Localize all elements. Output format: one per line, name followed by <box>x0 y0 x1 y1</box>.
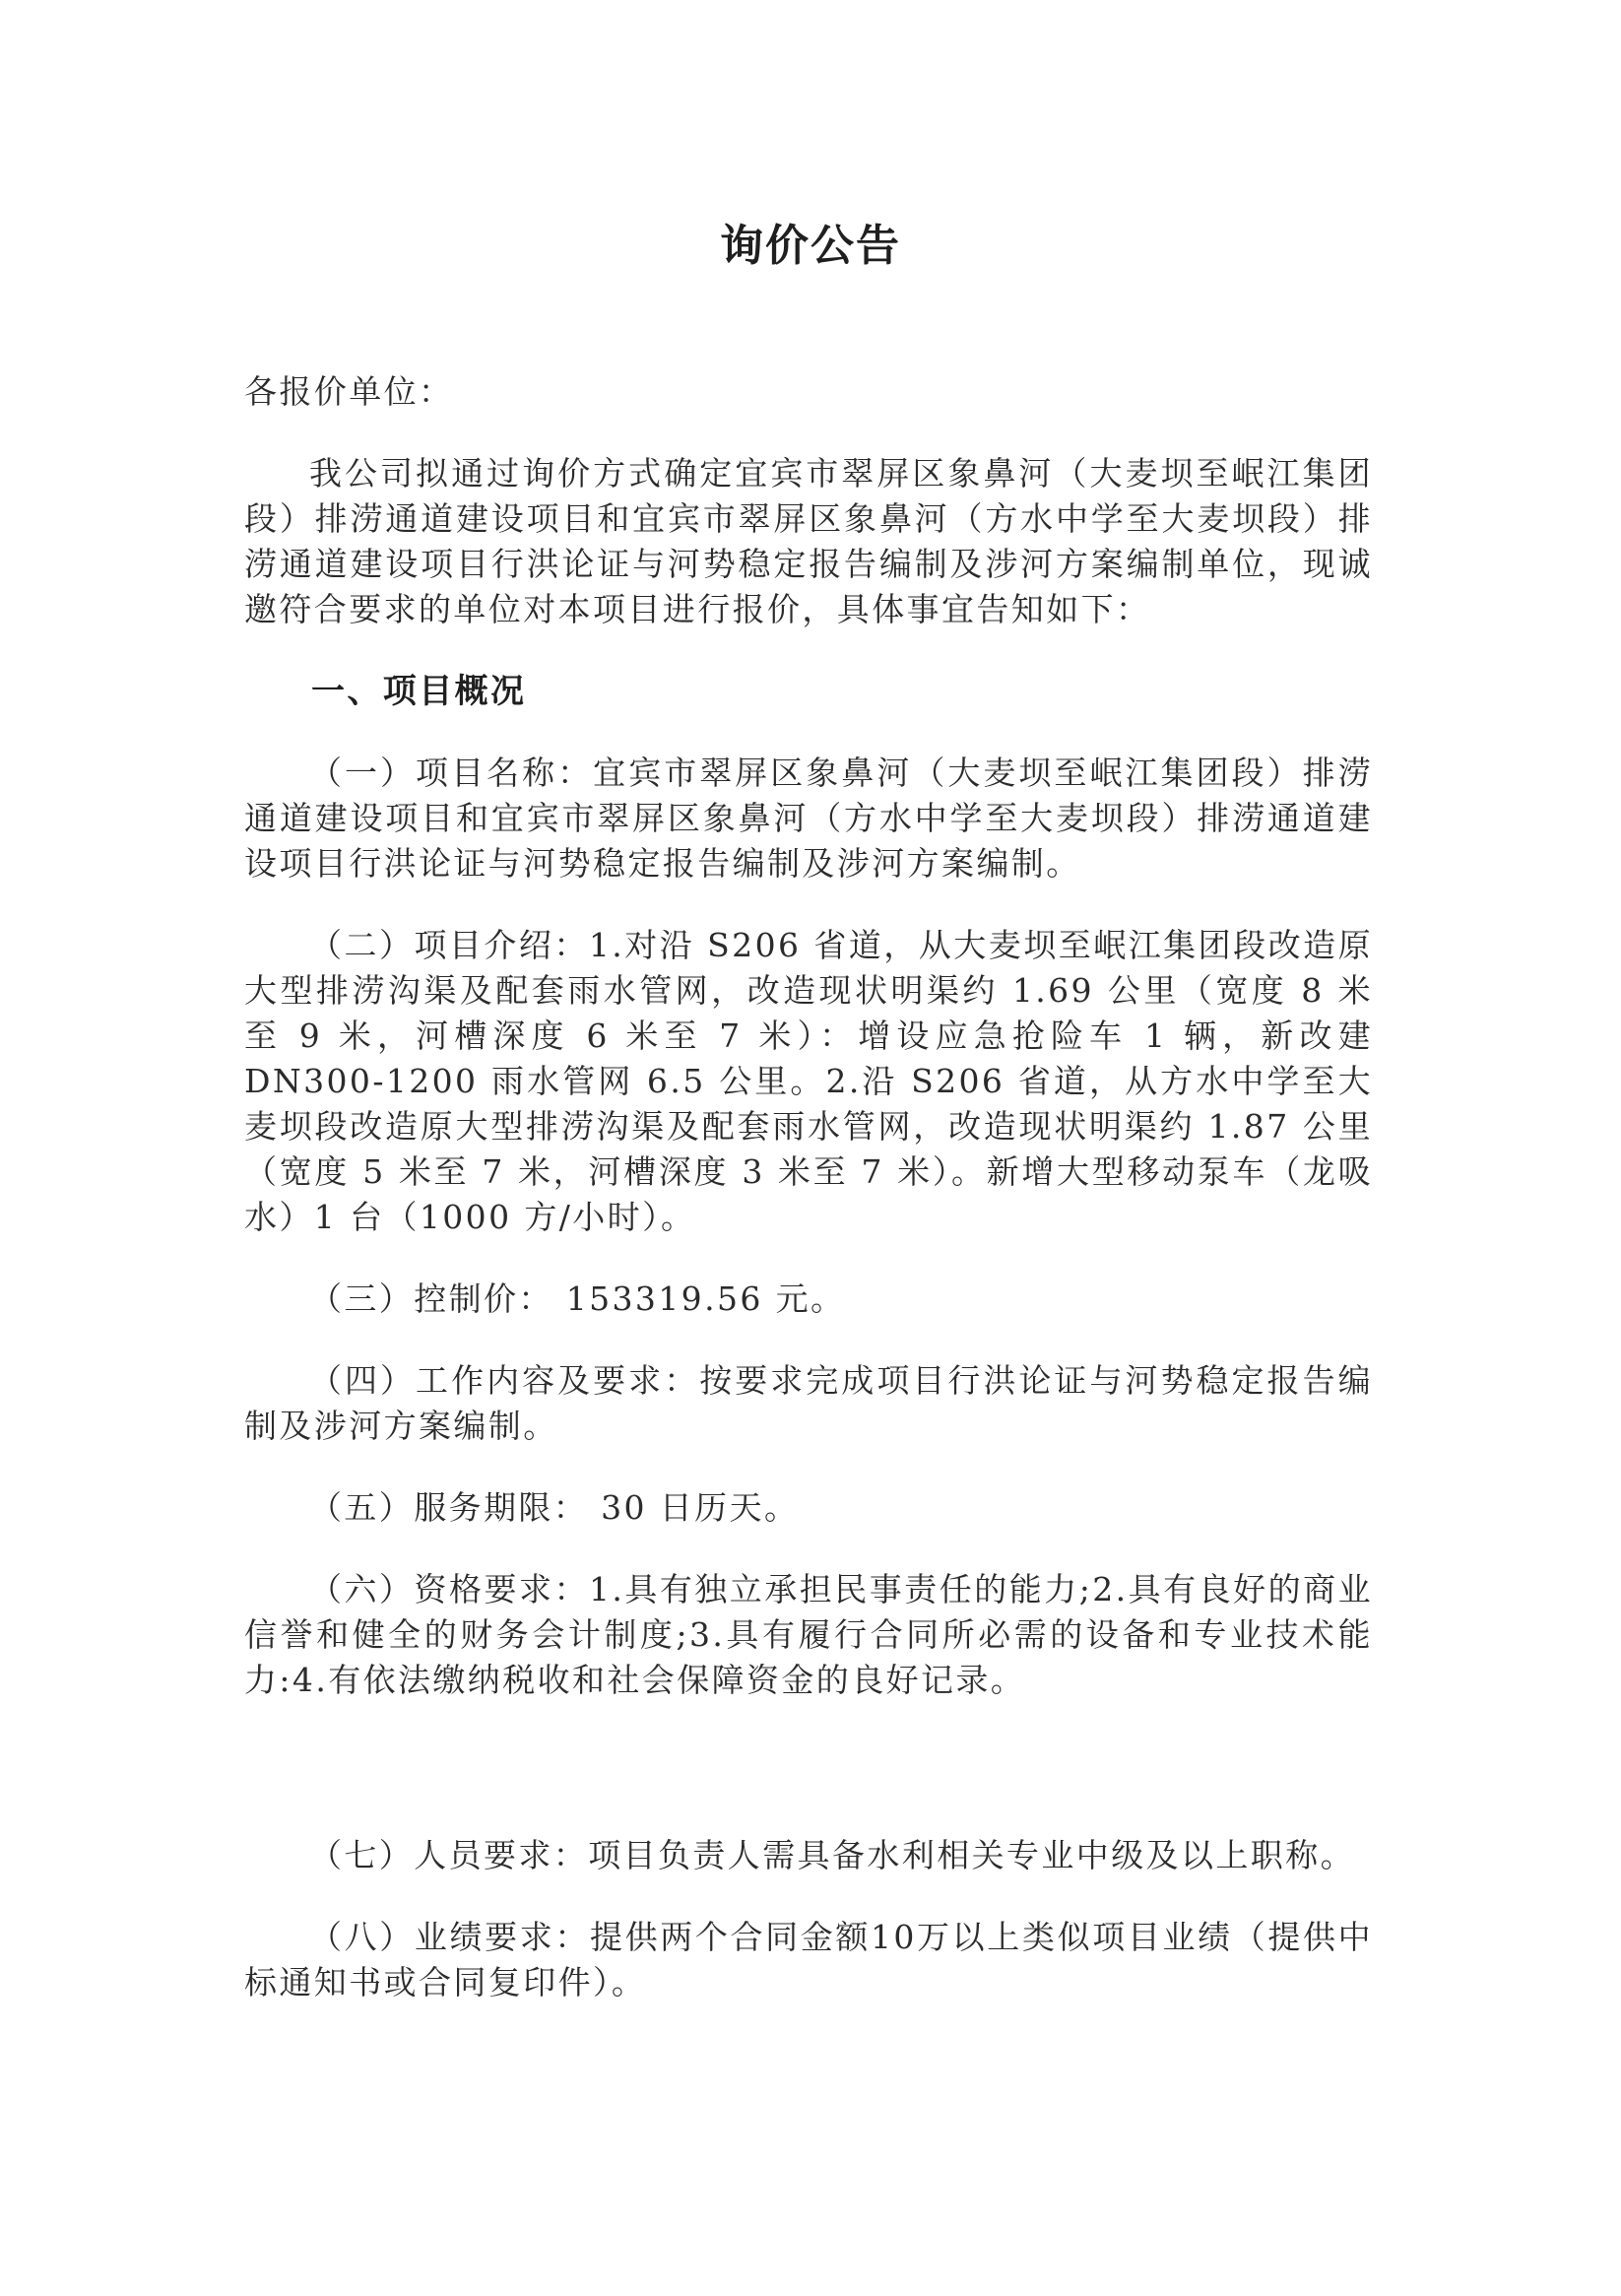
document-body <box>244 369 1373 2042</box>
item-project-intro: （二）项目介绍：1.对沿 S206 省道，从大麦坝至岷江集团段改造原大型排涝沟渠及配套雨水管网，改造现状明渠约 1.69 公里（宽度 8 米至 9 米，河槽深度 6 米至 7 米）：增设应急抢险车 1 辆，新改建 DN300-1200 雨水管网 6.5 公里。2.沿 S206 省道，从方水中学至大麦坝段改造原大型排涝沟渠及配套雨水管网，改造现状明渠约 1.87 公里（宽度 5 米至 7 米，河槽深度 3 米至 7 米）。新增大型移动泵车（龙吸水）1 台（1000 方/小时）。 <box>244 926 1373 1236</box>
item-personnel: （七）人员要求：项目负责人需具备水利相关专业中级及以上职称。 <box>309 1836 1355 1874</box>
item-performance: （八）业绩要求：提供两个合同金额10万以上类似项目业绩（提供中标通知书或合同复印件）。 <box>244 1918 1373 2001</box>
item-qualification: （六）资格要求：1.具有独立承担民事责任的能力;2.具有良好的商业信誉和健全的财务会计制度;3.具有履行合同所必需的设备和专业技术能力:4.有依法缴纳税收和社会保障资金的良好记录。 <box>244 1570 1373 1699</box>
section-heading-overview: 一、项目概况 <box>311 672 527 711</box>
item-project-name: （一）项目名称：宜宾市翠屏区象鼻河（大麦坝至岷江集团段）排涝通道建设项目和宜宾市翠屏区象鼻河（方水中学至大麦坝段）排涝通道建设项目行洪论证与河势稳定报告编制及涉河方案编制。 <box>244 754 1373 883</box>
spacer <box>244 1739 1373 1833</box>
salutation: 各报价单位： <box>244 372 454 411</box>
item-control-price: （三）控制价： 153319.56 元。 <box>309 1279 846 1318</box>
item-work-content: （四）工作内容及要求：按要求完成项目行洪论证与河势稳定报告编制及涉河方案编制。 <box>244 1361 1373 1445</box>
intro-paragraph: 我公司拟通过询价方式确定宜宾市翠屏区象鼻河（大麦坝至岷江集团段）排涝通道建设项目和宜宾市翠屏区象鼻河（方水中学至大麦坝段）排涝通道建设项目行洪论证与河势稳定报告编制及涉河方案编制单位，现诚邀符合要求的单位对本项目进行报价，具体事宜告知如下： <box>244 454 1373 628</box>
document-title: 询价公告 <box>720 221 901 271</box>
item-service-period: （五）服务期限： 30 日历天。 <box>309 1488 800 1527</box>
